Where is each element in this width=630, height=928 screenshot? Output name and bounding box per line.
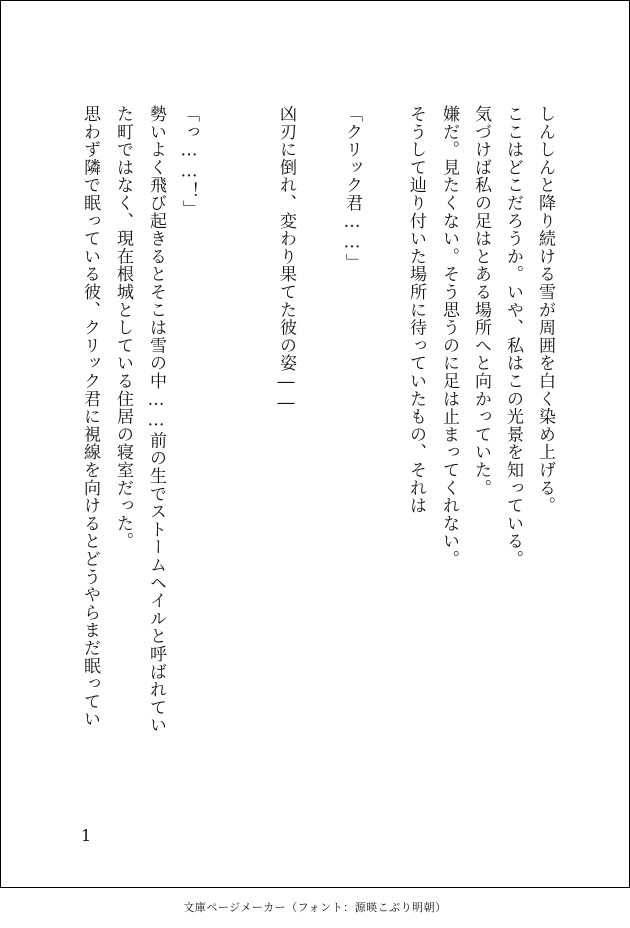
text-line-15: 思わず隣で眠っている彼、クリック君に視線を向けるとどうやらまだ眠ってい <box>80 105 100 728</box>
text-line-7-dialogue: 「クリック君……」 <box>342 105 362 272</box>
text-line-9: 凶刃に倒れ、変わり果てた彼の姿―― <box>276 105 296 414</box>
text-line-12-dialogue: 「っ……！」 <box>179 105 199 218</box>
text-line-3: 気づけば私の足はとある場所へと向かっていた。 <box>471 105 491 497</box>
text-line-13: 勢いよく飛び起きるとそこは雪の中……前の生でストームヘイルと呼ばれてい <box>146 105 166 734</box>
text-line-5: そうして辿り付いた場所に待っていたもの、それは <box>406 105 426 515</box>
text-line-4: 嫌だ。見たくない。そう思うのに足は止まってくれない。 <box>439 105 459 568</box>
footer-caption: 文庫ページメーカー（フォント：源暎こぶり明朝） <box>183 901 447 914</box>
text-line-14: た町ではなく、現在根城としている住居の寝室だった。 <box>113 105 133 550</box>
text-line-2: ここはどこだろうか。いや、私はこの光景を知っている。 <box>503 105 523 568</box>
text-line-1: しんしんと降り続ける雪が周囲を白く染め上げる。 <box>535 105 555 515</box>
page-number: 1 <box>81 826 92 845</box>
